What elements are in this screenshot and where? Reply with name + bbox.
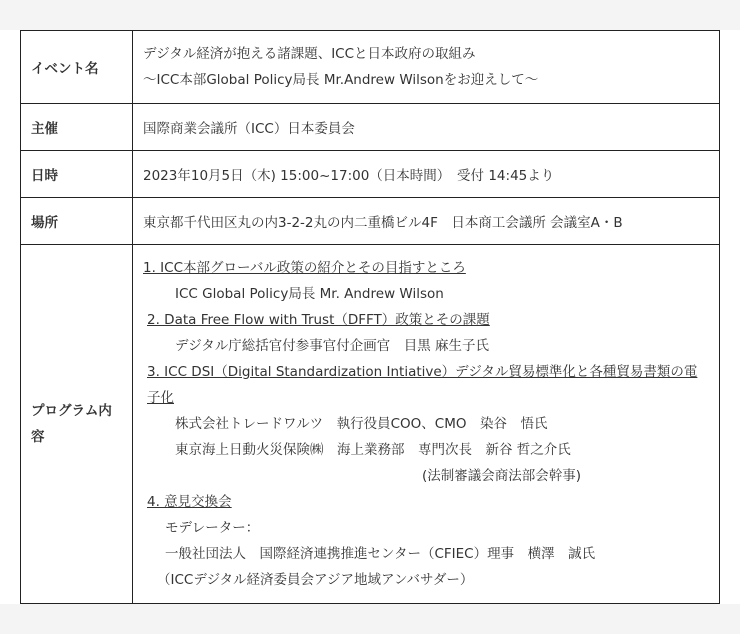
program-item-3-speaker-2: 東京海上日動火災保険㈱ 海上業務部 専門次長 新谷 哲之介氏 [175,442,571,458]
label-venue: 場所 [21,198,133,245]
event-info-table [20,30,720,604]
program-item-3-speaker-2-note: (法制審議会商法部会幹事) [422,468,582,484]
value-venue: 東京都千代田区丸の内3-2-2丸の内二重橋ビル4F 日本商工会議所 会議室A・B [133,198,720,245]
document-page [0,30,740,604]
label-event-name: イベント名 [21,31,133,104]
row-datetime [21,151,720,198]
event-title-line1: デジタル経済が抱える諸課題、ICCと日本政府の取組み [143,46,476,62]
value-program [133,245,720,604]
label-program [21,245,133,604]
label-datetime: 日時 [21,151,133,198]
program-item-4-wrap [143,489,709,515]
program-item-2: 2. Data Free Flow with Trust（DFFT）政策とその課題 [147,312,490,328]
label-host: 主催 [21,104,133,151]
program-item-4: 4. 意見交換会 [147,494,232,510]
value-datetime: 2023年10月5日（木) 15:00~17:00（日本時間） 受付 14:45より [133,151,720,198]
program-item-1-speaker: ICC Global Policy局長 Mr. Andrew Wilson [175,286,444,302]
program-item-2-speaker: デジタル庁総括官付参事官付企画官 目黒 麻生子氏 [175,338,489,354]
value-event-name [133,31,720,104]
moderator-label: モデレーター： [165,520,260,536]
row-program [21,245,720,604]
program-item-3: 3. ICC DSI（Digital Standardization Intiative）デジタル貿易標準化と各種貿易書類の電子化 [147,364,698,406]
row-host [21,104,720,151]
row-venue [21,198,720,245]
program-item-3-speaker-1: 株式会社トレードワルツ 執行役員COO、CMO 染谷 悟氏 [175,416,548,432]
program-item-3-wrap [143,359,709,411]
moderator-note: （ICCデジタル経済委員会アジア地域アンバサダー） [157,572,474,588]
program-item-2-wrap [143,307,709,333]
program-item-1: 1. ICC本部グローバル政策の紹介とその目指すところ [143,260,466,276]
event-title-line2: ～ICC本部Global Policy局長 Mr.Andrew Wilsonをお迎えして～ [143,72,539,88]
program-label-text: プログラム内容 [31,403,112,445]
moderator-name: 一般社団法人 国際経済連携推進センター（CFIEC）理事 横澤 誠氏 [165,546,596,562]
row-event-name [21,31,720,104]
value-host: 国際商業会議所（ICC）日本委員会 [133,104,720,151]
